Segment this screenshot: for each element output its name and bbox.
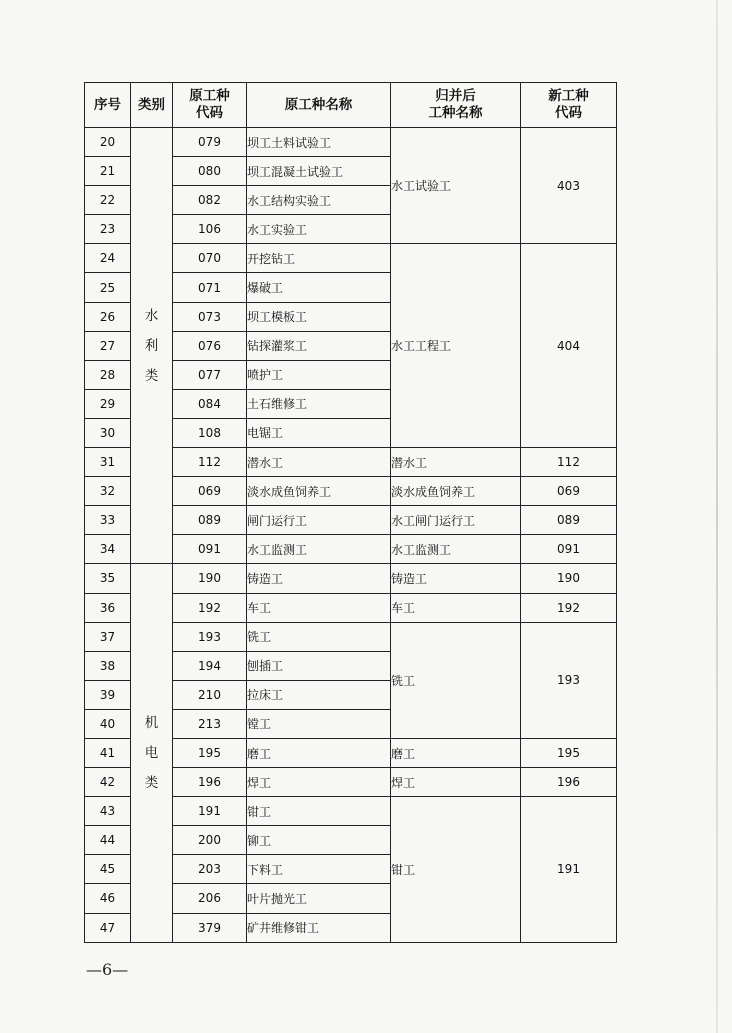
header-merged-line1: 归并后	[435, 88, 476, 104]
new-code: 193	[521, 622, 617, 738]
row-number: 37	[85, 622, 131, 651]
orig-code: 084	[173, 389, 247, 418]
orig-code: 080	[173, 157, 247, 186]
row-number: 35	[85, 564, 131, 593]
header-orig-code-line2: 代码	[196, 105, 223, 121]
orig-code: 082	[173, 186, 247, 215]
orig-name: 爆破工	[247, 273, 391, 302]
orig-code: 089	[173, 506, 247, 535]
orig-name: 水工结构实验工	[247, 186, 391, 215]
orig-name: 铣工	[247, 622, 391, 651]
orig-name: 拉床工	[247, 680, 391, 709]
orig-name: 淡水成鱼饲养工	[247, 477, 391, 506]
merged-name: 水工监测工	[391, 535, 521, 564]
orig-name: 潜水工	[247, 448, 391, 477]
orig-code: 196	[173, 768, 247, 797]
merged-name: 磨工	[391, 738, 521, 767]
orig-name: 水工实验工	[247, 215, 391, 244]
header-category: 类别	[131, 83, 173, 128]
orig-name: 铸造工	[247, 564, 391, 593]
row-number: 39	[85, 680, 131, 709]
row-number: 42	[85, 768, 131, 797]
merged-name: 淡水成鱼饲养工	[391, 477, 521, 506]
orig-code: 190	[173, 564, 247, 593]
merged-name: 铸造工	[391, 564, 521, 593]
orig-name: 下料工	[247, 855, 391, 884]
merged-name: 铣工	[391, 622, 521, 738]
new-code: 403	[521, 128, 617, 244]
row-number: 45	[85, 855, 131, 884]
orig-code: 108	[173, 418, 247, 447]
orig-name: 钳工	[247, 797, 391, 826]
orig-name: 刨插工	[247, 651, 391, 680]
row-number: 32	[85, 477, 131, 506]
category-char: 电	[144, 745, 159, 762]
new-code: 195	[521, 738, 617, 767]
orig-code: 070	[173, 244, 247, 273]
header-merged-name	[391, 83, 521, 128]
merged-name: 潜水工	[391, 448, 521, 477]
merged-name: 钳工	[391, 797, 521, 942]
header-no: 序号	[85, 83, 131, 128]
orig-code: 076	[173, 331, 247, 360]
orig-code: 206	[173, 884, 247, 913]
row-number: 30	[85, 418, 131, 447]
header-new-code-line1: 新工种	[548, 88, 589, 104]
orig-code: 191	[173, 797, 247, 826]
row-number: 26	[85, 302, 131, 331]
table-row	[85, 564, 617, 593]
orig-code: 091	[173, 535, 247, 564]
row-number: 29	[85, 389, 131, 418]
orig-name: 磨工	[247, 738, 391, 767]
row-number: 25	[85, 273, 131, 302]
orig-name: 坝工模板工	[247, 302, 391, 331]
orig-name: 镗工	[247, 709, 391, 738]
category-char: 利	[144, 337, 159, 354]
row-number: 28	[85, 360, 131, 389]
row-number: 43	[85, 797, 131, 826]
orig-name: 叶片抛光工	[247, 884, 391, 913]
row-number: 27	[85, 331, 131, 360]
orig-name: 车工	[247, 593, 391, 622]
page-edge	[716, 0, 718, 1033]
header-new-code	[521, 83, 617, 128]
category-char: 类	[144, 367, 159, 384]
orig-code: 203	[173, 855, 247, 884]
merged-name: 车工	[391, 593, 521, 622]
header-orig-code-line1: 原工种	[189, 88, 230, 104]
orig-code: 210	[173, 680, 247, 709]
orig-name: 水工监测工	[247, 535, 391, 564]
merged-name: 水工闸门运行工	[391, 506, 521, 535]
orig-name: 电锯工	[247, 418, 391, 447]
category-cell	[131, 564, 173, 942]
orig-name: 开挖钻工	[247, 244, 391, 273]
orig-name: 坝工混凝土试验工	[247, 157, 391, 186]
merged-name: 焊工	[391, 768, 521, 797]
new-code: 192	[521, 593, 617, 622]
orig-name: 矿井维修钳工	[247, 913, 391, 942]
row-number: 31	[85, 448, 131, 477]
orig-code: 071	[173, 273, 247, 302]
orig-code: 073	[173, 302, 247, 331]
row-number: 46	[85, 884, 131, 913]
row-number: 41	[85, 738, 131, 767]
row-number: 36	[85, 593, 131, 622]
category-char: 类	[144, 775, 159, 792]
header-orig-code	[173, 83, 247, 128]
orig-code: 379	[173, 913, 247, 942]
orig-name: 坝工土料试验工	[247, 128, 391, 157]
row-number: 47	[85, 913, 131, 942]
header-new-code-line2: 代码	[555, 105, 582, 121]
orig-code: 195	[173, 738, 247, 767]
category-char: 机	[144, 715, 159, 732]
row-number: 21	[85, 157, 131, 186]
table-header-row	[85, 83, 617, 128]
orig-code: 077	[173, 360, 247, 389]
new-code: 112	[521, 448, 617, 477]
header-orig-name: 原工种名称	[247, 83, 391, 128]
orig-name: 土石维修工	[247, 389, 391, 418]
new-code: 404	[521, 244, 617, 448]
orig-code: 112	[173, 448, 247, 477]
new-code: 069	[521, 477, 617, 506]
row-number: 34	[85, 535, 131, 564]
orig-code: 079	[173, 128, 247, 157]
row-number: 44	[85, 826, 131, 855]
page-number: —6—	[86, 960, 129, 979]
orig-name: 钻探灌浆工	[247, 331, 391, 360]
row-number: 22	[85, 186, 131, 215]
category-char: 水	[144, 307, 159, 324]
orig-name: 闸门运行工	[247, 506, 391, 535]
row-number: 23	[85, 215, 131, 244]
orig-name: 铆工	[247, 826, 391, 855]
header-merged-line2: 工种名称	[428, 105, 483, 121]
merged-name: 水工试验工	[391, 128, 521, 244]
job-type-table	[84, 82, 617, 943]
table-body	[85, 128, 617, 943]
orig-code: 194	[173, 651, 247, 680]
new-code: 091	[521, 535, 617, 564]
orig-code: 069	[173, 477, 247, 506]
orig-name: 喷护工	[247, 360, 391, 389]
new-code: 191	[521, 797, 617, 942]
row-number: 20	[85, 128, 131, 157]
row-number: 40	[85, 709, 131, 738]
new-code: 190	[521, 564, 617, 593]
orig-name: 焊工	[247, 768, 391, 797]
merged-name: 水工工程工	[391, 244, 521, 448]
new-code: 089	[521, 506, 617, 535]
row-number: 38	[85, 651, 131, 680]
row-number: 24	[85, 244, 131, 273]
orig-code: 200	[173, 826, 247, 855]
orig-code: 213	[173, 709, 247, 738]
orig-code: 193	[173, 622, 247, 651]
new-code: 196	[521, 768, 617, 797]
orig-code: 192	[173, 593, 247, 622]
orig-code: 106	[173, 215, 247, 244]
row-number: 33	[85, 506, 131, 535]
category-cell	[131, 128, 173, 564]
table-row	[85, 128, 617, 157]
